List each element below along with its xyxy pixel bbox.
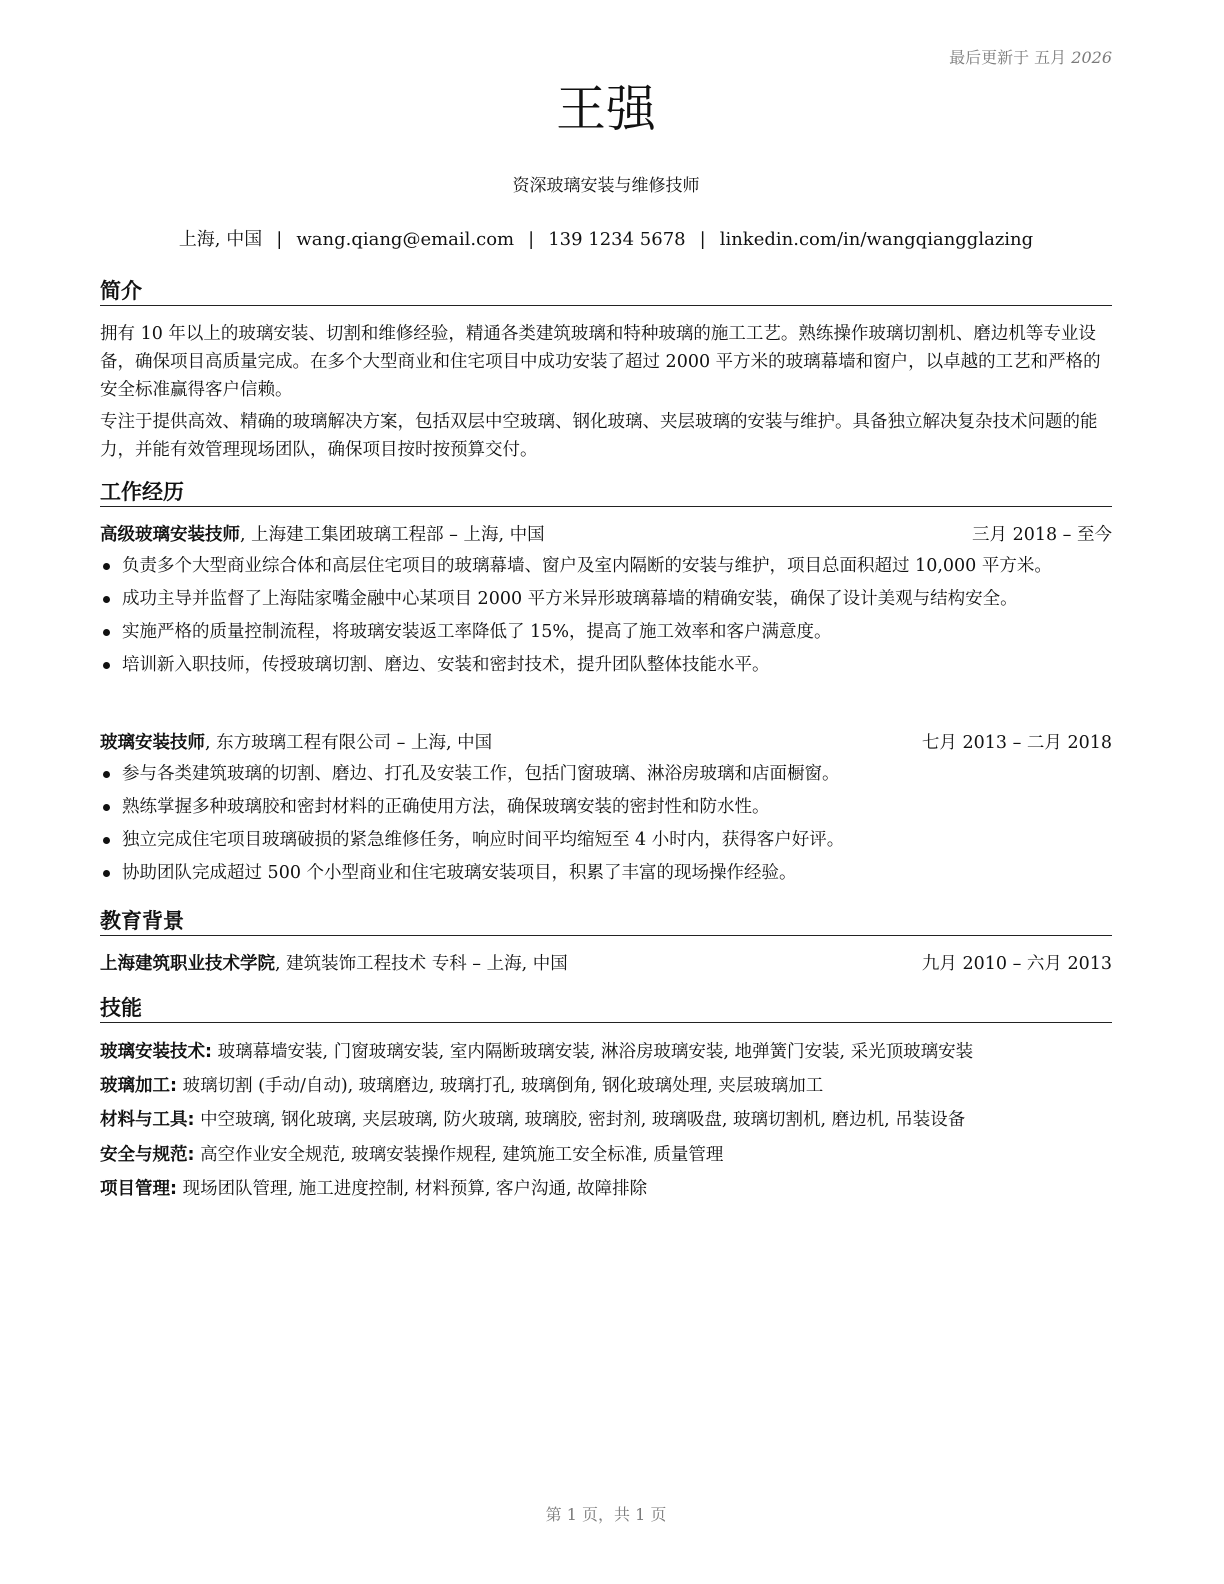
skill-label: 项目管理:: [100, 1179, 177, 1199]
list-item: 实施严格的质量控制流程，将玻璃安装返工率降低了 15%，提高了施工效率和客户满意度。: [100, 620, 1112, 644]
skill-row: [100, 1177, 1112, 1201]
list-item: 协助团队完成超过 500 个小型商业和住宅玻璃安装项目，积累了丰富的现场操作经验。: [100, 861, 1112, 885]
list-item: 成功主导并监督了上海陆家嘴金融中心某项目 2000 平方米异形玻璃幕墙的精确安装，确保了设计美观与结构安全。: [100, 587, 1112, 611]
page-footer: 第 1 页，共 1 页: [545, 1505, 667, 1524]
last-updated-year: 2026: [1071, 48, 1112, 67]
job-org: , 上海建工集团玻璃工程部 – 上海, 中国: [240, 525, 545, 545]
skill-row: [100, 1108, 1112, 1132]
job-title-line: [100, 731, 492, 755]
contact-location: 上海, 中国: [178, 229, 263, 250]
education-detail: , 建筑装饰工程技术 专科 – 上海, 中国: [275, 954, 568, 974]
skill-row: [100, 1040, 1112, 1064]
last-updated: [949, 45, 1112, 68]
job-bullets: [100, 762, 1112, 894]
education-dates: 九月 2010 – 六月 2013: [921, 954, 1112, 974]
last-updated-label: 最后更新于 五月: [949, 48, 1072, 67]
skill-value: 玻璃幕墙安装, 门窗玻璃安装, 室内隔断玻璃安装, 淋浴房玻璃安装, 地弹簧门安装, 采光顶玻璃安装: [212, 1042, 974, 1062]
skill-label: 材料与工具:: [100, 1110, 195, 1130]
list-item: 参与各类建筑玻璃的切割、磨边、打孔及安装工作，包括门窗玻璃、淋浴房玻璃和店面橱窗。: [100, 762, 1112, 786]
job-title-line: [100, 523, 545, 547]
candidate-headline: 资深玻璃安装与维修技师: [512, 176, 700, 196]
job-header: [100, 731, 1112, 755]
resume-page: [100, 0, 1112, 1584]
contact-separator: |: [276, 229, 283, 250]
contact-separator: |: [699, 229, 706, 250]
education-line: [100, 952, 568, 976]
list-item: 熟练掌握多种玻璃胶和密封材料的正确使用方法，确保玻璃安装的密封性和防水性。: [100, 795, 1112, 819]
skill-row: [100, 1074, 1112, 1098]
skill-value: 高空作业安全规范, 玻璃安装操作规程, 建筑施工安全标准, 质量管理: [194, 1145, 724, 1165]
list-item: 独立完成住宅项目玻璃破损的紧急维修任务，响应时间平均缩短至 4 小时内，获得客户好评。: [100, 828, 1112, 852]
section-title-experience: 工作经历: [100, 479, 1112, 507]
summary-paragraph: 专注于提供高效、精确的玻璃解决方案，包括双层中空玻璃、钢化玻璃、夹层玻璃的安装与维护。具备独立解决复杂技术问题的能力，并能有效管理现场团队，确保项目按时按预算交付。: [100, 412, 1098, 460]
job-role: 高级玻璃安装技师: [100, 525, 240, 545]
candidate-name: 王强: [556, 80, 656, 138]
job-dates: 七月 2013 – 二月 2018: [921, 733, 1112, 753]
skill-row: [100, 1143, 1112, 1167]
skill-value: 现场团队管理, 施工进度控制, 材料预算, 客户沟通, 故障排除: [177, 1179, 648, 1199]
section-title-skills: 技能: [100, 995, 1112, 1023]
job-header: [100, 523, 1112, 547]
skill-label: 安全与规范:: [100, 1145, 195, 1165]
skill-value: 玻璃切割 (手动/自动), 玻璃磨边, 玻璃打孔, 玻璃倒角, 钢化玻璃处理, 夹层玻璃加工: [177, 1076, 824, 1096]
skill-label: 玻璃安装技术:: [100, 1042, 212, 1062]
education-row: [100, 952, 1112, 976]
contact-line: [100, 225, 1112, 251]
job-dates: 三月 2018 – 至今: [972, 525, 1112, 545]
section-title-summary: 简介: [100, 278, 1112, 306]
skill-value: 中空玻璃, 钢化玻璃, 夹层玻璃, 防火玻璃, 玻璃胶, 密封剂, 玻璃吸盘, 玻璃切割机, 磨边机, 吊装设备: [194, 1110, 966, 1130]
job-org: , 东方玻璃工程有限公司 – 上海, 中国: [205, 733, 493, 753]
section-title-education: 教育背景: [100, 908, 1112, 936]
contact-linkedin[interactable]: linkedin.com/in/wangqiangglazing: [719, 229, 1034, 250]
job-bullets: [100, 554, 1112, 686]
skill-label: 玻璃加工:: [100, 1076, 177, 1096]
contact-phone[interactable]: 139 1234 5678: [548, 229, 686, 250]
contact-email[interactable]: wang.qiang@email.com: [296, 229, 515, 250]
summary-paragraph: 拥有 10 年以上的玻璃安装、切割和维修经验，精通各类建筑玻璃和特种玻璃的施工工艺。熟练操作玻璃切割机、磨边机等专业设备，确保项目高质量完成。在多个大型商业和住宅项目中成功安装了超过 2000 平方米的玻璃幕墙和窗户，以卓越的工艺和严格的安全标准赢得客户信赖。: [100, 324, 1101, 400]
job-role: 玻璃安装技师: [100, 733, 205, 753]
education-school: 上海建筑职业技术学院: [100, 954, 275, 974]
contact-separator: |: [528, 229, 535, 250]
list-item: 负责多个大型商业综合体和高层住宅项目的玻璃幕墙、窗户及室内隔断的安装与维护，项目总面积超过 10,000 平方米。: [100, 554, 1112, 578]
list-item: 培训新入职技师，传授玻璃切割、磨边、安装和密封技术，提升团队整体技能水平。: [100, 653, 1112, 677]
